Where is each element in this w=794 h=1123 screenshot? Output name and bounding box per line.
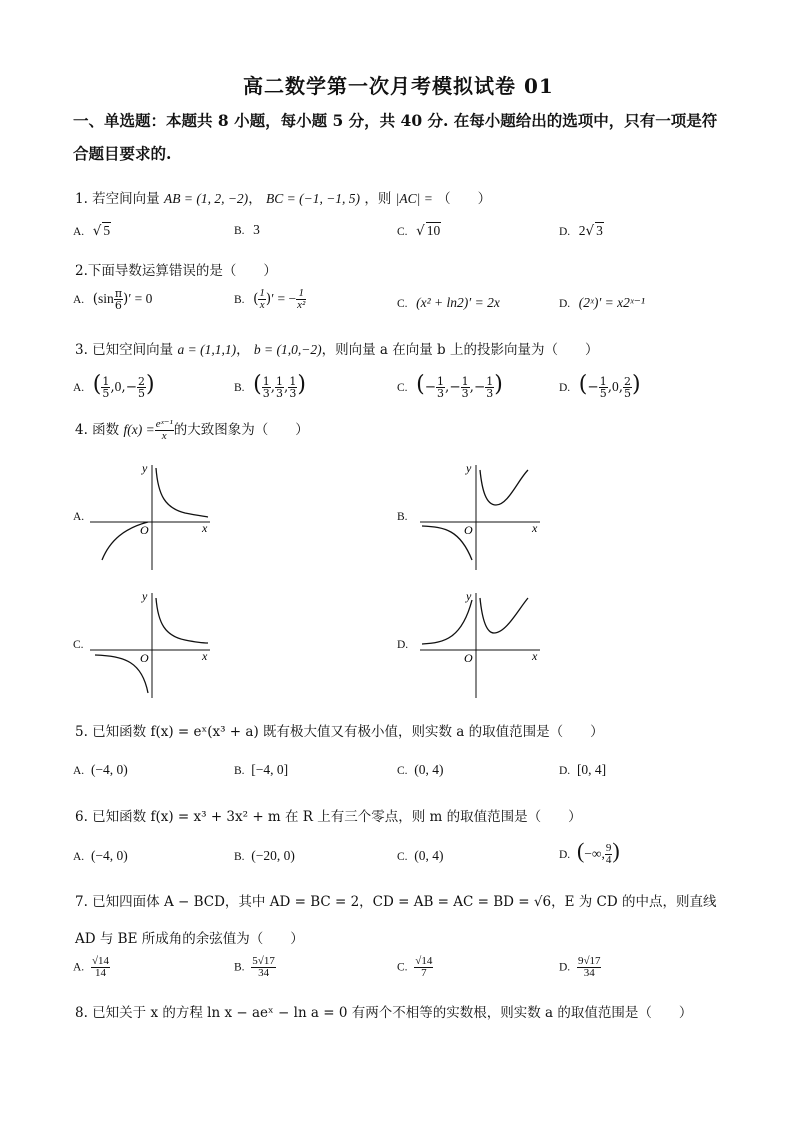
option-label: A. [73, 961, 85, 974]
curve-left [422, 600, 472, 644]
origin-label: O [140, 651, 149, 665]
q4-graph-b [420, 460, 545, 575]
q2-option-c [397, 295, 500, 311]
q7-b-num: 17 [263, 955, 275, 967]
q5-option-b [234, 762, 288, 778]
q3-d1-num: 1 [599, 375, 607, 388]
q3-stem: 3. 已知空间向量 a = (1,1,1)， b = (1,0,−2)，则向量 a 在向量 b 上的投影向量为（ ） [75, 342, 599, 358]
q1-option-d: D. 2√ 3 [559, 223, 603, 239]
q4-graph-c [90, 588, 215, 703]
q4-num: eˣ⁻¹ [155, 418, 173, 430]
q3-c3-num: 1 [486, 375, 494, 388]
q3-c2-den: 3 [461, 387, 469, 400]
q6-b-value: (−20, 0) [251, 848, 295, 863]
q7-d-coef: 9 [577, 955, 584, 967]
option-label: B. [234, 382, 245, 394]
q7-a-den: 14 [94, 967, 106, 979]
q7-option-b: B. $\frac{5√17}{34}$ [234, 955, 275, 979]
q6-option-a [73, 848, 128, 864]
q2-a-rhs: ′ = 0 [128, 291, 153, 306]
origin-label: O [464, 523, 473, 537]
q7-line2: AD 与 BE 所成角的余弦值为（ ） [75, 931, 304, 947]
q1-a-value: 5 [103, 223, 111, 238]
q1-stem-mid: ，则 [364, 191, 392, 207]
q3-d2: 0 [611, 379, 619, 394]
origin-label: O [140, 523, 149, 537]
q6-d-den: 4 [605, 854, 612, 867]
q3-c1-num: 1 [437, 375, 445, 388]
q3-vector-b: b = (1,0,−2) [253, 342, 322, 357]
q3-c2-num: 1 [461, 375, 469, 388]
q4-stem [75, 418, 309, 442]
q1-vector-bc: BC = (−1, −1, 5) [265, 191, 361, 206]
q7-option-d: D. $\frac{9√17}{34}$ [559, 955, 601, 979]
option-label: A. [73, 765, 85, 777]
q6-stem: 6. 已知函数 f(x) = x³ + 3x² + m 在 R 上有三个零点，则 m 的取值范围是（ ） [75, 809, 582, 825]
q7-c-num: 14 [421, 955, 433, 967]
q2-option-b: B. ( $\frac{1}{x}$ )′ = − $\frac{1}{\text{x²}}$ [234, 287, 306, 311]
option-label: C. [397, 298, 408, 310]
q3-b2-den: 3 [276, 387, 284, 400]
option-label: D. [559, 298, 571, 310]
q7-b-coef: 5 [252, 955, 258, 967]
axis-x-label: x [202, 521, 208, 535]
q4-stem-text: 4. 函数 [75, 422, 120, 438]
axis-x-label: x [532, 521, 538, 535]
q5-b-value: [−4, 0] [251, 762, 289, 777]
q4-label-a: A. [73, 511, 85, 523]
q1-option-b [234, 222, 260, 238]
q3-a2: 0 [114, 379, 122, 394]
q3-a3-num: 2 [138, 375, 146, 388]
curve-right [156, 598, 208, 643]
curve-right [480, 470, 528, 505]
q3-d1-den: 5 [599, 387, 607, 400]
q2-b-fnum: 1 [296, 288, 306, 300]
q8-stem: 8. 已知关于 x 的方程 ln x − aeˣ − ln a = 0 有两个不相等的实数根，则实数 a 的取值范围是（ ） [75, 1005, 693, 1021]
q2-b-rhs: ′ = − [271, 291, 297, 306]
q7-line1: 7. 已知四面体 A − BCD，其中 AD = BC = 2，CD = AB = AC = BD = √6，E 为 CD 的中点，则直线 [75, 894, 717, 910]
q3-a1-num: 1 [102, 375, 110, 388]
q5-stem: 5. 已知函数 f(x) = eˣ(x³ + a) 既有极大值又有极小值，则实数 a 的取值范围是（ ） [75, 724, 604, 740]
q3-a3-den: 5 [138, 387, 146, 400]
axis-x-label: x [202, 649, 208, 663]
q7-c-den: 7 [421, 967, 427, 979]
q1-option-c: C. √ 10 [397, 223, 441, 239]
option-label: C. [397, 382, 408, 394]
q5-d-value: [0, 4] [576, 762, 607, 777]
q7-a-num: 14 [97, 955, 109, 967]
q4-graph-d [420, 588, 545, 703]
q2-c-expr: (x² + ln2)′ = 2x [416, 295, 500, 310]
q3-stem-text: 3. 已知空间向量 [75, 342, 174, 358]
axis-y-label: y [142, 461, 148, 475]
option-label: D. [559, 765, 571, 777]
q6-d-num: 9 [605, 842, 612, 855]
option-label: A. [73, 382, 85, 394]
q2-b-fden: x² [297, 299, 306, 311]
q5-c-value: (0, 4) [414, 762, 444, 777]
axis-y-label: y [466, 589, 472, 603]
q2-b-den: x [259, 299, 265, 311]
option-label: C. [397, 765, 408, 777]
q4-label-b: B. [397, 511, 408, 523]
q7-d-den: 34 [583, 967, 595, 979]
option-label: B. [234, 225, 245, 237]
q3-option-d: D. (− $\frac{1}{5}$ ,0, $\frac{2}{5}$ ) [559, 372, 641, 400]
option-label: D. [559, 382, 571, 394]
q2-option-a: A. (sin $\frac{\pi}{6}$ )′ = 0 [73, 287, 153, 312]
option-label: D. [559, 226, 571, 238]
q1-b-value: 3 [253, 222, 260, 237]
q7-d-num: 17 [589, 955, 601, 967]
q3-b2-num: 1 [276, 375, 284, 388]
option-label: D. [559, 961, 571, 974]
q3-c3-den: 3 [486, 387, 494, 400]
q3-c1-den: 3 [437, 387, 445, 400]
option-label: B. [234, 765, 245, 777]
q3-option-a: A. ( $\frac{1}{5}$ ,0,− $\frac{2}{5}$ ) [73, 372, 155, 400]
q5-a-value: (−4, 0) [90, 762, 128, 777]
option-label: A. [73, 294, 85, 306]
q4-label-d: D. [397, 639, 409, 651]
q5-option-a [73, 762, 128, 778]
axis-y-label: y [142, 589, 148, 603]
q1-stem-text: 1. 若空间向量 [75, 191, 160, 207]
q1-paren: （ ） [437, 191, 492, 207]
q3-option-b: B. ( $\frac{1}{3}$ , $\frac{1}{3}$ , $\frac{1}{3}$ ) [234, 372, 306, 400]
axis-y-label: y [466, 461, 472, 475]
q2-option-d [559, 295, 645, 311]
curve-right [480, 598, 528, 633]
q5-option-d [559, 762, 606, 778]
q2-d-expr: (2ˣ)′ = x2ˣ⁻¹ [578, 295, 645, 310]
q6-option-d: D. (−∞, $\frac{9}{4}$ ) [559, 838, 620, 867]
q6-d-pre: −∞, [584, 846, 605, 861]
q4-graph-a [90, 460, 215, 575]
q6-option-b [234, 848, 295, 864]
q3-d3-den: 5 [624, 387, 632, 400]
q2-stem: 2.下面导数运算错误的是（ ） [75, 263, 277, 279]
q1-d-value: 3 [596, 223, 603, 238]
q2-b-num: 1 [259, 287, 265, 299]
q2-a-sin: sin [98, 291, 114, 306]
option-label: C. [397, 961, 408, 974]
q2-a-den: 6 [114, 299, 122, 312]
option-label: A. [73, 851, 85, 863]
curve-right [156, 468, 208, 517]
q3-d3-num: 2 [624, 375, 632, 388]
option-label: B. [234, 294, 245, 306]
option-label: B. [234, 851, 245, 863]
q4-den: x [161, 430, 167, 442]
option-label: B. [234, 961, 245, 974]
q5-option-c [397, 762, 444, 778]
q1-d-coef: 2 [578, 223, 586, 238]
q2-a-num: π [114, 287, 123, 300]
section-header-line2: 合题目要求的. [73, 144, 172, 163]
q7-option-a: A. $\frac{√14}{14}$ [73, 955, 109, 979]
q1-stem: 1. 若空间向量 AB = (1, 2, −2)， BC = (−1, −1, 5) ，则 |AC| = （ ） [75, 191, 492, 207]
origin-label: O [464, 651, 473, 665]
q3-b1-num: 1 [262, 375, 270, 388]
section-header-line1: 一、单选题：本题共 8 小题，每小题 5 分，共 40 分. 在每小题给出的选项中，只有一项是符 [73, 111, 718, 130]
q3-b3-num: 1 [289, 375, 297, 388]
q7-option-c: C. $\frac{√14}{7}$ [397, 955, 433, 979]
q7-b-den: 34 [258, 967, 270, 979]
q4-stem-post: 的大致图象为（ ） [173, 422, 309, 438]
option-label: C. [397, 851, 408, 863]
q3-option-c: C. (− $\frac{1}{3}$ ,− $\frac{1}{3}$ ,− $\frac{1}{3}$ ) [397, 372, 503, 400]
q3-vector-a: a = (1,1,1) [177, 342, 237, 357]
q1-option-a: A. √ 5 [73, 223, 111, 239]
q1-expression: |AC| = [395, 191, 433, 206]
q6-c-value: (0, 4) [414, 848, 444, 863]
q6-a-value: (−4, 0) [90, 848, 128, 863]
axis-x-label: x [532, 649, 538, 663]
q6-option-c [397, 848, 444, 864]
q4-label-c: C. [73, 639, 84, 651]
q3-a1-den: 5 [102, 387, 110, 400]
option-label: C. [397, 226, 408, 238]
option-label: A. [73, 226, 85, 238]
q1-vector-ab: AB = (1, 2, −2) [163, 191, 249, 206]
q3-b3-den: 3 [289, 387, 297, 400]
q3-stem-post: ，则向量 a 在向量 b 上的投影向量为（ ） [321, 342, 599, 358]
q4-func: f(x) = [123, 422, 155, 437]
q1-c-value: 10 [426, 223, 441, 238]
option-label: D. [559, 849, 571, 861]
q3-b1-den: 3 [262, 387, 270, 400]
page-title: 高二数学第一次月考模拟试卷 01 [243, 74, 554, 98]
